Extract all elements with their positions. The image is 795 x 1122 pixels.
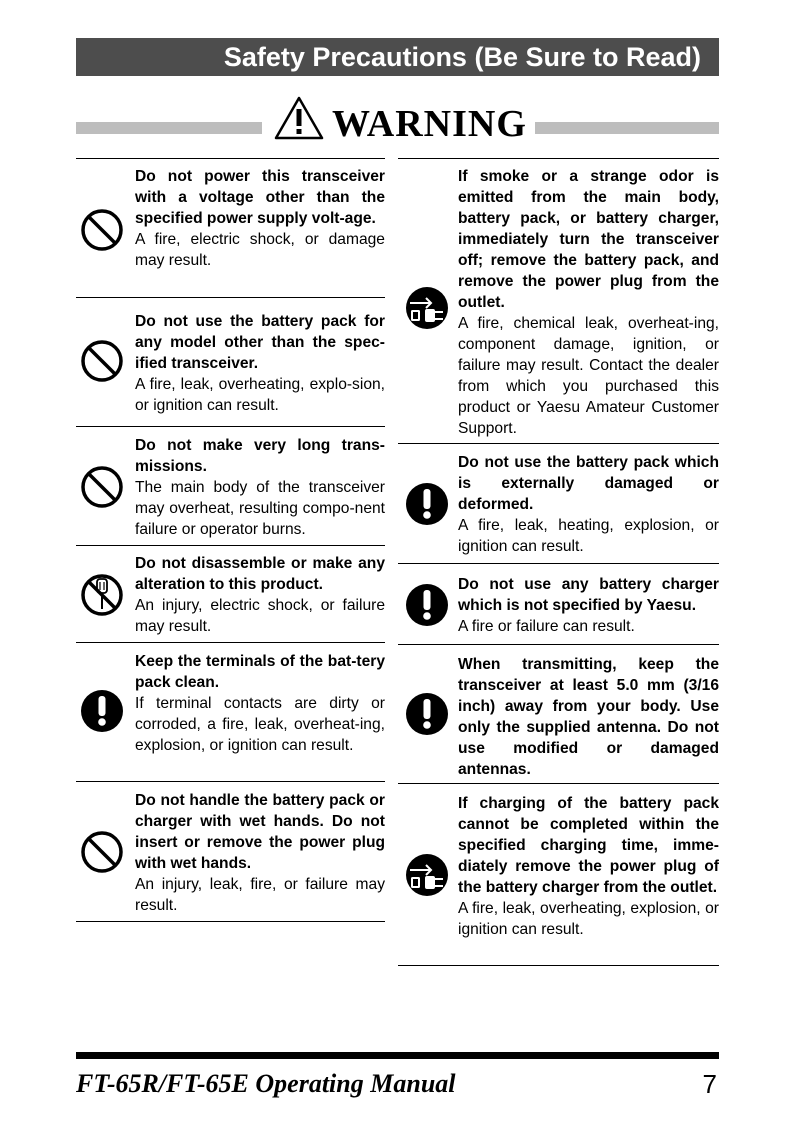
divider bbox=[76, 426, 385, 427]
item-heading: When transmitting, keep the transceiver at least 5.0 mm (3/16 inch) away from your body. Use only the supplied antenna. Do not use modified or damaged antennas. bbox=[458, 656, 719, 778]
warning-label: WARNING bbox=[332, 103, 527, 145]
divider bbox=[76, 921, 385, 922]
item-body: A fire, leak, heating, explosion, or ignition can result. bbox=[458, 517, 719, 555]
item-body: A fire, leak, overheating, explosion, or ignition can result. bbox=[458, 900, 719, 938]
item-heading: Keep the terminals of the bat-tery pack clean. bbox=[135, 653, 385, 691]
item-body: The main body of the transceiver may overheat, resulting compo-nent failure or operator burns. bbox=[135, 479, 385, 538]
warning-heading bbox=[274, 92, 527, 148]
item-body: A fire, chemical leak, overheat-ing, component damage, ignition, or failure may result. Contact the dealer from which you purchased this product or Yaesu Amateur Customer Support. bbox=[458, 315, 719, 437]
item-heading: Do not power this transceiver with a voltage other than the specified power supply volt-age. bbox=[135, 168, 385, 227]
item-heading: Do not handle the battery pack or charger with wet hands. Do not insert or remove the power plug with wet hands. bbox=[135, 792, 385, 872]
divider bbox=[398, 965, 719, 966]
title-bar bbox=[76, 38, 719, 76]
item-heading: Do not use the battery pack which is externally damaged or deformed. bbox=[458, 454, 719, 513]
mandatory-action-icon bbox=[405, 692, 449, 736]
page-number: 7 bbox=[702, 1069, 717, 1099]
divider bbox=[76, 642, 385, 643]
divider bbox=[76, 545, 385, 546]
item-body: A fire, electric shock, or damage may result. bbox=[135, 231, 385, 269]
item-body: A fire or failure can result. bbox=[458, 618, 635, 635]
item-body: An injury, electric shock, or failure may result. bbox=[135, 597, 385, 635]
divider bbox=[398, 644, 719, 645]
divider bbox=[398, 783, 719, 784]
divider bbox=[76, 297, 385, 298]
prohibition-icon bbox=[80, 339, 124, 383]
footer-rule bbox=[76, 1052, 719, 1059]
item-body: A fire, leak, overheating, explo-sion, or ignition can result. bbox=[135, 376, 385, 414]
unplug-icon bbox=[405, 853, 449, 897]
mandatory-action-icon bbox=[405, 482, 449, 526]
prohibition-icon bbox=[80, 208, 124, 252]
item-heading: If smoke or a strange odor is emitted from the main body, battery pack, or battery charger, immediately turn the transceiver off; remove the battery pack, and remove the power plug from the outlet. bbox=[458, 168, 719, 311]
mandatory-action-icon bbox=[80, 689, 124, 733]
item-heading: Do not make very long trans-missions. bbox=[135, 437, 385, 475]
item-body: An injury, leak, fire, or failure may result. bbox=[135, 876, 385, 914]
warning-bar-right bbox=[535, 122, 719, 134]
prohibition-icon bbox=[80, 830, 124, 874]
warning-banner bbox=[76, 92, 719, 162]
item-heading: Do not use the battery pack for any model other than the spec-ified transceiver. bbox=[135, 313, 385, 372]
divider bbox=[398, 158, 719, 159]
unplug-icon bbox=[405, 286, 449, 330]
divider bbox=[76, 781, 385, 782]
mandatory-action-icon bbox=[405, 583, 449, 627]
item-heading: If charging of the battery pack cannot be completed within the specified charging time, imme-diately remove the power plug of the battery charger from the outlet. bbox=[458, 795, 719, 896]
page-title: Safety Precautions (Be Sure to Read) bbox=[223, 42, 701, 72]
warning-triangle-icon bbox=[274, 96, 324, 140]
divider bbox=[76, 158, 385, 159]
manual-title: FT-65R/FT-65E Operating Manual bbox=[76, 1069, 456, 1098]
prohibition-icon bbox=[80, 465, 124, 509]
item-heading: Do not use any battery charger which is not specified by Yaesu. bbox=[458, 576, 719, 614]
item-body: If terminal contacts are dirty or corroded, a fire, leak, overheat-ing, explosion, or ignition can result. bbox=[135, 695, 385, 754]
item-heading: Do not disassemble or make any alteration to this product. bbox=[135, 555, 385, 593]
warning-bar-left bbox=[76, 122, 262, 134]
no-disassembly-icon bbox=[80, 573, 124, 617]
divider bbox=[398, 563, 719, 564]
divider bbox=[398, 443, 719, 444]
